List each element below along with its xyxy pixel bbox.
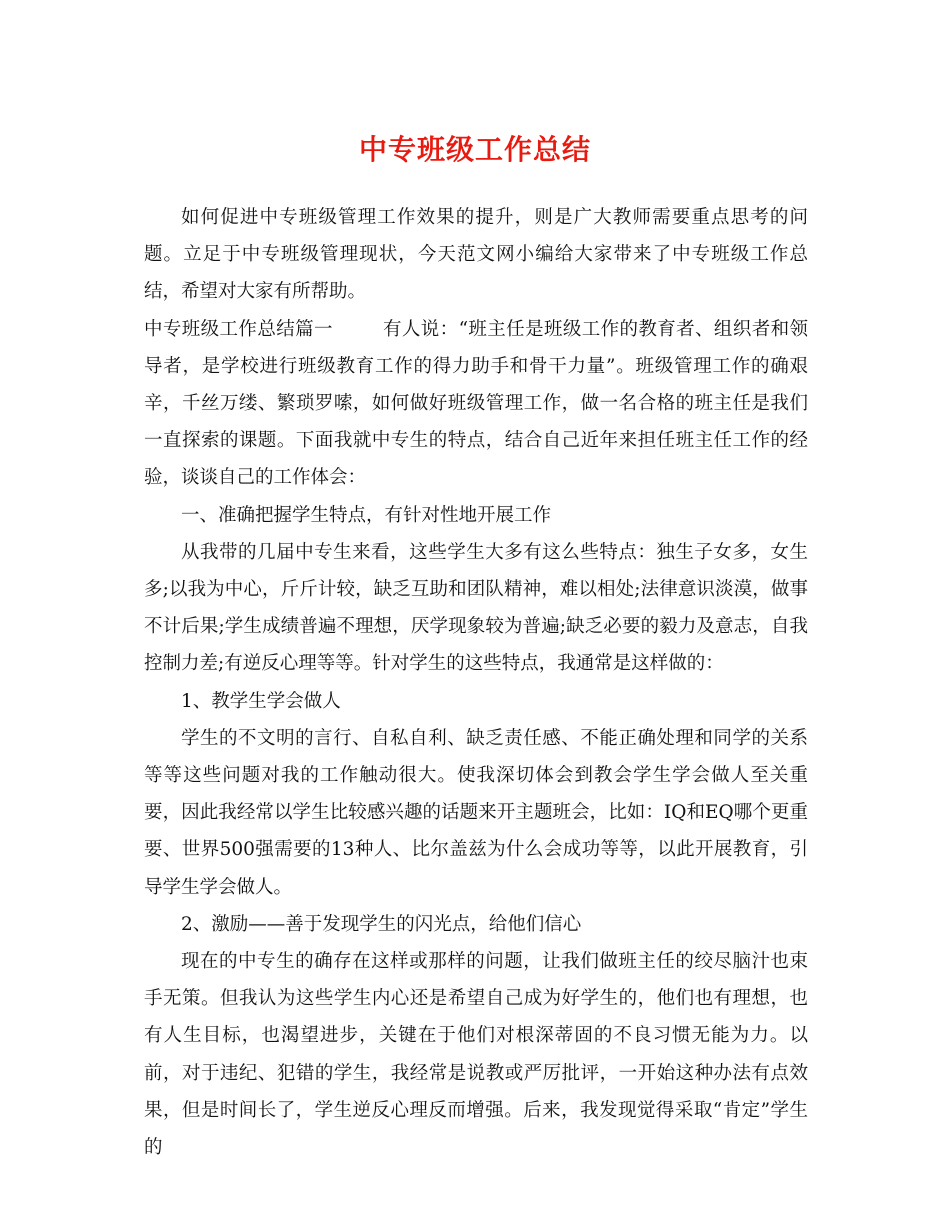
- document-body: [144, 199, 808, 1166]
- section-gap: [333, 319, 383, 340]
- intro-paragraph: 如何促进中专班级管理工作效果的提升，则是广大教师需要重点思考的问题。立足于中专班级管理现状，今天范文网小编给大家带来了中专班级工作总结，希望对大家有所帮助。: [144, 207, 808, 303]
- document-title: 中专班级工作总结: [358, 133, 591, 166]
- section-text: 有人说：“班主任是班级工作的教育者、组织者和领导者，是学校进行班级教育工作的得力助手和骨干力量”。班级管理工作的确艰辛，千丝万缕、繁琐罗嗦，如何做好班级管理工作，做一名合格的班主任是我们一直探索的课题。下面我就中专生的特点，结合自己近年来担任班主任工作的经验，谈谈自己的工作体会：: [144, 318, 808, 489]
- paragraph-3: 现在的中专生的确存在这样或那样的问题，让我们做班主任的绞尽脑汁也束手无策。但我认为这些学生内心还是希望自己成为好学生的，他们也有理想，也有人生目标，也渴望进步，关键在于他们对根深蒂固的不良习惯无能为力。以前，对于违纪、犯错的学生，我经常是说教或严厉批评，一开始这种办法有点效果，但是时间长了，学生逆反心理反而增强。后来，我发现觉得采取“肯定”学生的: [144, 951, 808, 1159]
- heading-3: 2、激励——善于发现学生的闪光点，给他们信心: [181, 913, 582, 935]
- section-label: 中专班级工作总结篇一: [144, 318, 333, 340]
- section-paragraph: [144, 311, 808, 497]
- heading-2: 1、教学生学会做人: [181, 690, 341, 712]
- heading-1: 一、准确把握学生特点，有针对性地开展工作: [181, 504, 552, 526]
- paragraph-2: 学生的不文明的言行、自私自利、缺乏责任感、不能正确处理和同学的关系等等这些问题对我的工作触动很大。使我深切体会到教会学生学会做人至关重要，因此我经常以学生比较感兴趣的话题来开主题班会，比如：IQ和EQ哪个更重要、世界500强需要的13种人、比尔盖兹为什么会成功等等，以此开展教育，引导学生学会做人。: [144, 727, 808, 898]
- paragraph-1: 从我带的几届中专生来看，这些学生大多有这么些特点：独生子女多，女生多;以我为中心，斤斤计较，缺乏互助和团队精神，难以相处;法律意识淡漠，做事不计后果;学生成绩普遍不理想，厌学现象较为普遍;缺乏必要的毅力及意志，自我控制力差;有逆反心理等等。针对学生的这些特点，我通常是这样做的：: [144, 541, 808, 675]
